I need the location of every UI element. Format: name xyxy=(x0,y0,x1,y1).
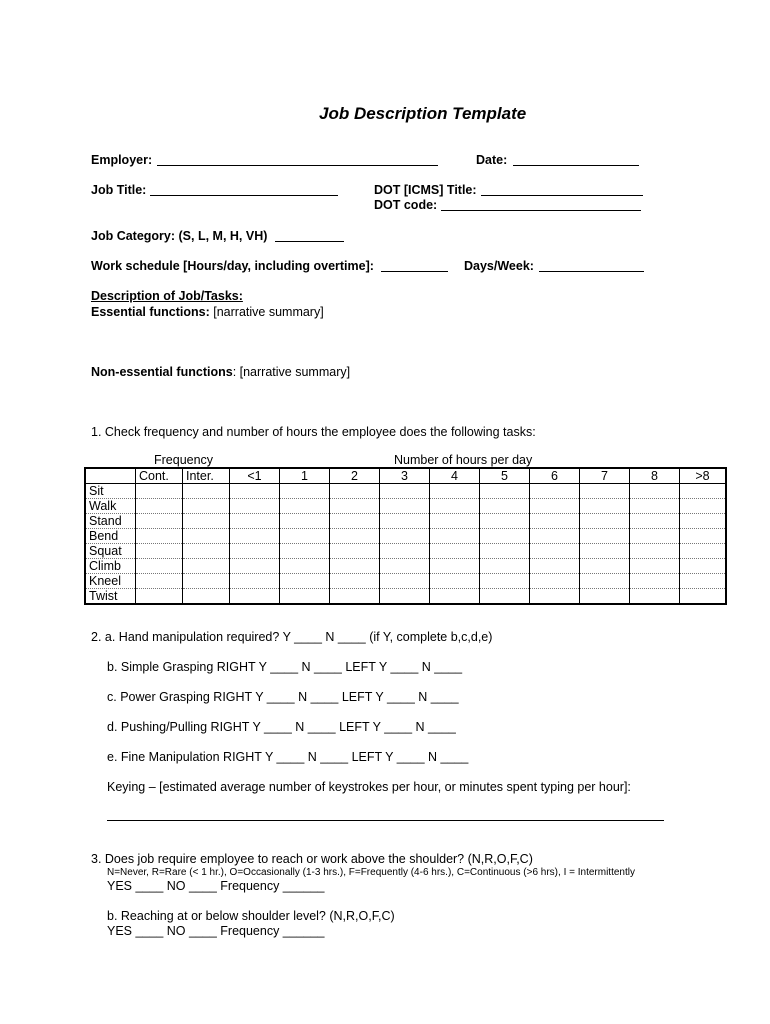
entry-cell[interactable] xyxy=(330,529,380,544)
entry-cell[interactable] xyxy=(430,529,480,544)
nonessential-functions xyxy=(91,365,350,379)
entry-cell[interactable] xyxy=(630,559,680,574)
entry-cell[interactable] xyxy=(680,544,727,559)
days-week-field[interactable] xyxy=(539,259,644,272)
table-row xyxy=(85,484,726,499)
description-heading: Description of Job/Tasks: xyxy=(91,289,243,303)
entry-cell[interactable] xyxy=(380,589,430,605)
entry-cell[interactable] xyxy=(630,529,680,544)
entry-cell[interactable] xyxy=(580,484,630,499)
question-2b: b. Simple Grasping RIGHT Y ____ N ____ LEFT Y ____ N ____ xyxy=(107,660,463,674)
table-row xyxy=(85,529,726,544)
entry-cell[interactable] xyxy=(136,574,183,589)
entry-cell[interactable] xyxy=(183,574,230,589)
entry-cell[interactable] xyxy=(280,484,330,499)
dot-code-field[interactable] xyxy=(441,198,641,211)
header-cell: 3 xyxy=(380,468,430,484)
activity-label: Climb xyxy=(85,559,136,574)
dot-title-label: DOT [ICMS] Title: xyxy=(374,183,477,197)
page-title: Job Description Template xyxy=(319,104,527,123)
entry-cell[interactable] xyxy=(530,529,580,544)
question-2a: 2. a. Hand manipulation required? Y ____ N ____ (if Y, complete b,c,d,e) xyxy=(91,630,493,644)
entry-cell[interactable] xyxy=(430,589,480,605)
essential-functions xyxy=(91,305,324,319)
date-field[interactable] xyxy=(513,153,639,166)
entry-cell[interactable] xyxy=(280,514,330,529)
entry-cell[interactable] xyxy=(136,529,183,544)
entry-cell[interactable] xyxy=(330,559,380,574)
entry-cell[interactable] xyxy=(630,514,680,529)
entry-cell[interactable] xyxy=(530,514,580,529)
entry-cell[interactable] xyxy=(380,574,430,589)
question-2e: e. Fine Manipulation RIGHT Y ____ N ____ LEFT Y ____ N ____ xyxy=(107,750,469,764)
question-1: 1. Check frequency and number of hours the employee does the following tasks: xyxy=(91,425,536,439)
table-row xyxy=(85,544,726,559)
entry-cell[interactable] xyxy=(580,544,630,559)
entry-cell[interactable] xyxy=(580,559,630,574)
work-schedule-field[interactable] xyxy=(381,259,448,272)
header-cell: Inter. xyxy=(183,468,230,484)
table-row xyxy=(85,499,726,514)
entry-cell[interactable] xyxy=(280,589,330,605)
entry-cell[interactable] xyxy=(530,544,580,559)
entry-cell[interactable] xyxy=(680,484,727,499)
header-cell xyxy=(85,468,136,484)
entry-cell[interactable] xyxy=(183,529,230,544)
entry-cell[interactable] xyxy=(230,544,280,559)
entry-cell[interactable] xyxy=(230,559,280,574)
table-header-row xyxy=(85,468,726,484)
question-2d: d. Pushing/Pulling RIGHT Y ____ N ____ LEFT Y ____ N ____ xyxy=(107,720,456,734)
entry-cell[interactable] xyxy=(430,514,480,529)
header-cell: >8 xyxy=(680,468,727,484)
question-3a-answer: YES ____ NO ____ Frequency ______ xyxy=(107,879,325,893)
entry-cell[interactable] xyxy=(580,574,630,589)
entry-cell[interactable] xyxy=(480,499,530,514)
table-row xyxy=(85,589,726,605)
entry-cell[interactable] xyxy=(680,559,727,574)
entry-cell[interactable] xyxy=(136,559,183,574)
entry-cell[interactable] xyxy=(230,484,280,499)
job-title-field[interactable] xyxy=(150,183,338,196)
activity-label: Kneel xyxy=(85,574,136,589)
entry-cell[interactable] xyxy=(580,499,630,514)
entry-cell[interactable] xyxy=(280,529,330,544)
header-cell: 6 xyxy=(530,468,580,484)
frequency-label: Frequency xyxy=(154,453,214,467)
entry-cell[interactable] xyxy=(136,499,183,514)
entry-cell[interactable] xyxy=(380,499,430,514)
entry-cell[interactable] xyxy=(280,574,330,589)
header-cell: 2 xyxy=(330,468,380,484)
employer-label: Employer: xyxy=(91,153,153,167)
dot-title-field[interactable] xyxy=(481,183,643,196)
entry-cell[interactable] xyxy=(136,514,183,529)
entry-cell[interactable] xyxy=(480,529,530,544)
header-cell: 4 xyxy=(430,468,480,484)
activity-label: Squat xyxy=(85,544,136,559)
entry-cell[interactable] xyxy=(480,574,530,589)
days-week-label: Days/Week: xyxy=(464,259,534,273)
entry-cell[interactable] xyxy=(330,544,380,559)
entry-cell[interactable] xyxy=(430,484,480,499)
entry-cell[interactable] xyxy=(480,589,530,605)
keying-label: Keying – [estimated average number of keystrokes per hour, or minutes spent typing per hour]: xyxy=(107,780,631,794)
activity-label: Stand xyxy=(85,514,136,529)
nonessential-text: : [narrative summary] xyxy=(232,365,351,379)
entry-cell[interactable] xyxy=(183,514,230,529)
entry-cell[interactable] xyxy=(330,589,380,605)
entry-cell[interactable] xyxy=(380,559,430,574)
activity-label: Sit xyxy=(85,484,136,499)
question-2c: c. Power Grasping RIGHT Y ____ N ____ LEFT Y ____ N ____ xyxy=(107,690,459,704)
entry-cell[interactable] xyxy=(680,574,727,589)
nonessential-label: Non-essential functions xyxy=(91,365,233,379)
entry-cell[interactable] xyxy=(530,484,580,499)
entry-cell[interactable] xyxy=(230,499,280,514)
entry-cell[interactable] xyxy=(480,559,530,574)
entry-cell[interactable] xyxy=(530,499,580,514)
entry-cell[interactable] xyxy=(280,499,330,514)
entry-cell[interactable] xyxy=(580,589,630,605)
entry-cell[interactable] xyxy=(230,574,280,589)
header-cell: 5 xyxy=(480,468,530,484)
entry-cell[interactable] xyxy=(183,544,230,559)
header-cell: Cont. xyxy=(136,468,183,484)
header-cell: 7 xyxy=(580,468,630,484)
entry-cell[interactable] xyxy=(280,544,330,559)
entry-cell[interactable] xyxy=(630,484,680,499)
entry-cell[interactable] xyxy=(480,544,530,559)
entry-cell[interactable] xyxy=(280,559,330,574)
entry-cell[interactable] xyxy=(136,544,183,559)
header-cell: 1 xyxy=(280,468,330,484)
table-row xyxy=(85,574,726,589)
entry-cell[interactable] xyxy=(183,559,230,574)
table-row xyxy=(85,559,726,574)
essential-text: [narrative summary] xyxy=(209,305,324,319)
table-row xyxy=(85,514,726,529)
question-3b: b. Reaching at or below shoulder level? (N,R,O,F,C) xyxy=(107,909,395,923)
entry-cell[interactable] xyxy=(380,529,430,544)
question-3: 3. Does job require employee to reach or work above the shoulder? (N,R,O,F,C) xyxy=(91,852,533,866)
entry-cell[interactable] xyxy=(680,529,727,544)
entry-cell[interactable] xyxy=(430,499,480,514)
dot-code-label: DOT code: xyxy=(374,198,438,212)
activity-label: Walk xyxy=(85,499,136,514)
frequency-legend: N=Never, R=Rare (< 1 hr.), O=Occasionally (1-3 hrs.), F=Frequently (4-6 hrs.), C=Continuous (>6 hrs), I = Intermittently xyxy=(107,867,635,878)
header-cell: 8 xyxy=(630,468,680,484)
date-label: Date: xyxy=(476,153,508,167)
entry-cell[interactable] xyxy=(630,589,680,605)
activity-label: Twist xyxy=(85,589,136,605)
job-category-label: Job Category: (S, L, M, H, VH) xyxy=(91,229,268,243)
entry-cell[interactable] xyxy=(680,514,727,529)
entry-cell[interactable] xyxy=(430,574,480,589)
entry-cell[interactable] xyxy=(380,484,430,499)
entry-cell[interactable] xyxy=(380,544,430,559)
entry-cell[interactable] xyxy=(183,589,230,605)
essential-label: Essential functions: xyxy=(91,305,210,319)
entry-cell[interactable] xyxy=(480,484,530,499)
work-schedule-label: Work schedule [Hours/day, including overtime]: xyxy=(91,259,374,273)
entry-cell[interactable] xyxy=(330,514,380,529)
frequency-table xyxy=(84,467,727,605)
entry-cell[interactable] xyxy=(630,544,680,559)
entry-cell[interactable] xyxy=(136,484,183,499)
entry-cell[interactable] xyxy=(630,499,680,514)
entry-cell[interactable] xyxy=(530,574,580,589)
entry-cell[interactable] xyxy=(680,499,727,514)
entry-cell[interactable] xyxy=(230,529,280,544)
entry-cell[interactable] xyxy=(380,514,430,529)
entry-cell[interactable] xyxy=(230,514,280,529)
entry-cell[interactable] xyxy=(183,484,230,499)
entry-cell[interactable] xyxy=(530,559,580,574)
header-cell: <1 xyxy=(230,468,280,484)
entry-cell[interactable] xyxy=(530,589,580,605)
keying-answer-line[interactable] xyxy=(107,820,664,821)
entry-cell[interactable] xyxy=(136,589,183,605)
entry-cell[interactable] xyxy=(430,544,480,559)
job-title-label: Job Title: xyxy=(91,183,147,197)
entry-cell[interactable] xyxy=(680,589,727,605)
job-category-field[interactable] xyxy=(275,229,344,242)
entry-cell[interactable] xyxy=(330,574,380,589)
entry-cell[interactable] xyxy=(183,499,230,514)
entry-cell[interactable] xyxy=(430,559,480,574)
activity-label: Bend xyxy=(85,529,136,544)
entry-cell[interactable] xyxy=(580,514,630,529)
entry-cell[interactable] xyxy=(330,484,380,499)
entry-cell[interactable] xyxy=(230,589,280,605)
entry-cell[interactable] xyxy=(480,514,530,529)
entry-cell[interactable] xyxy=(580,529,630,544)
hours-label: Number of hours per day xyxy=(394,453,533,467)
entry-cell[interactable] xyxy=(330,499,380,514)
entry-cell[interactable] xyxy=(630,574,680,589)
employer-field[interactable] xyxy=(157,153,438,166)
question-3b-answer: YES ____ NO ____ Frequency ______ xyxy=(107,924,325,938)
